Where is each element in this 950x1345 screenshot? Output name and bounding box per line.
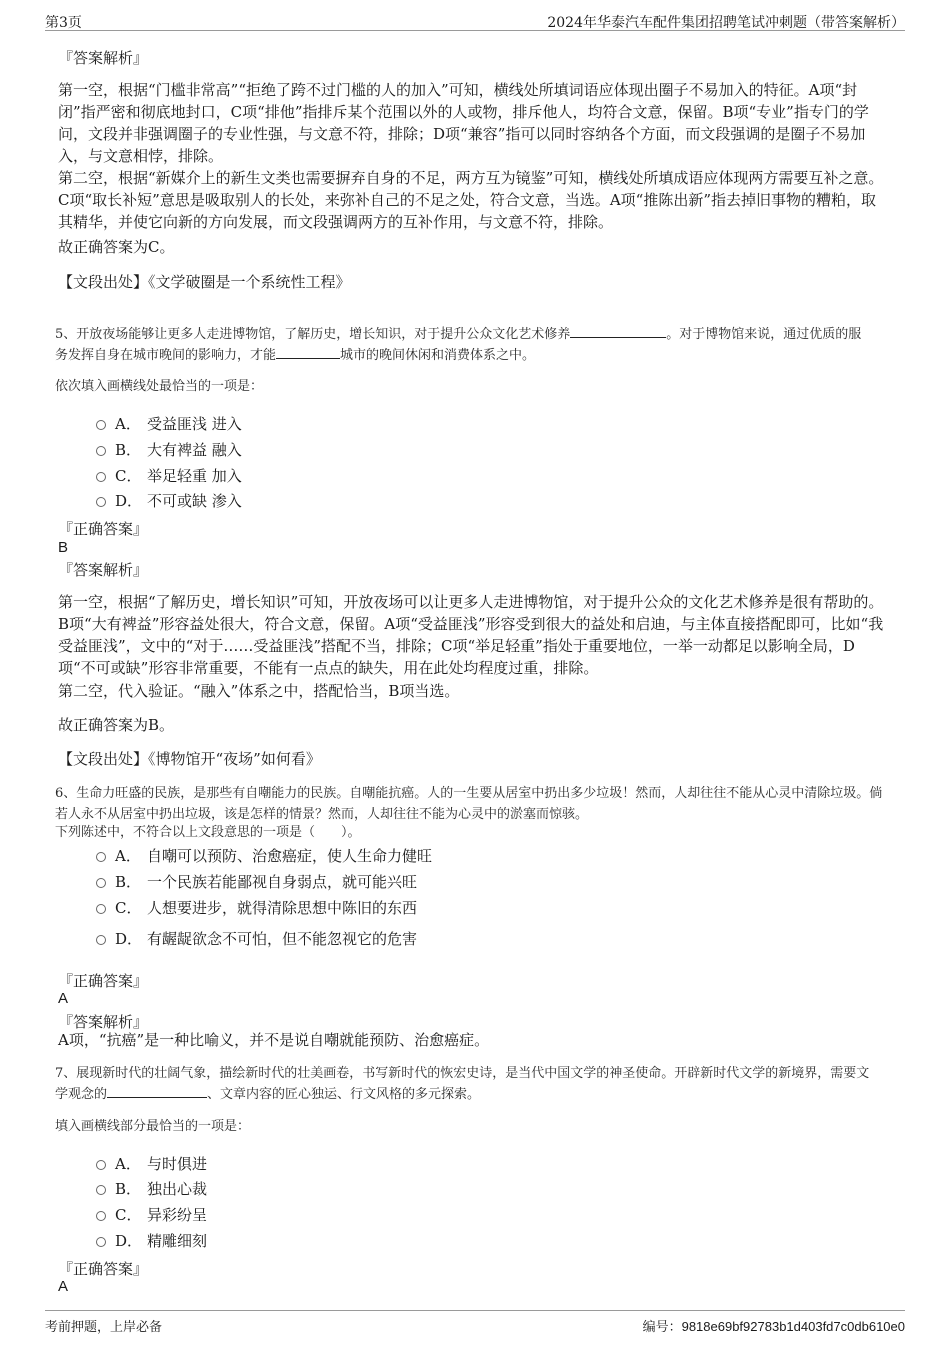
q6-answer: A — [58, 990, 69, 1007]
radio-icon[interactable] — [96, 472, 106, 482]
radio-icon[interactable] — [96, 935, 106, 945]
q7-blank — [107, 1085, 207, 1098]
q5-answer-label: 『正确答案』 — [58, 520, 149, 538]
q7-option-a[interactable]: A． 与时俱进 — [96, 1153, 207, 1175]
radio-icon[interactable] — [96, 1211, 106, 1221]
radio-icon[interactable] — [96, 878, 106, 888]
q5-analysis-para1: 第一空，根据“了解历史，增长知识”可知，开放夜场可以让更多人走进博物馆，对于提升公众的文化艺术修养是很有帮助的。B项“大有裨益”形容益处很大，符合文意，保留。A项“受益匪浅”形容受到很大的益处和启迪，与主体直接搭配即可，比如“我受益匪浅”，文中的“对于……受益匪浅”搭配不当，排除；C项“举足轻重”指处于重要地位，一举一动都足以影响全局，D项“不可或缺”形容非常重要，不能有一点点的缺失，用在此处均程度过重，排除。 — [58, 593, 884, 677]
q5-prompt: 依次填入画横线处最恰当的一项是： — [55, 379, 264, 394]
radio-icon[interactable] — [96, 1237, 106, 1247]
q7-answer-label: 『正确答案』 — [58, 1260, 149, 1278]
q5-analysis-para2: 第二空，代入验证。“融入”体系之中，搭配恰当，B项当选。 — [58, 682, 460, 700]
q5-blank-1 — [570, 325, 666, 338]
document-title: 2024年华泰汽车配件集团招聘笔试冲刺题（带答案解析） — [547, 15, 905, 31]
radio-icon[interactable] — [96, 497, 106, 507]
q7-answer: A — [58, 1278, 69, 1295]
q7-option-c[interactable]: C． 异彩纷呈 — [96, 1204, 207, 1226]
q7-question-text: 7、展现新时代的壮阔气象，描绘新时代的壮美画卷，书写新时代的恢宏史诗，是当代中国文学的神圣使命。开辟新时代文学的新境界，需要文 学观念的 、文章内容的匠心独运、行文风格的多元探索。 — [55, 1066, 870, 1102]
radio-icon[interactable] — [96, 446, 106, 456]
q5-option-c[interactable]: C． 举足轻重 加入 — [96, 465, 242, 487]
q7-prompt: 填入画横线部分最恰当的一项是： — [55, 1119, 251, 1134]
q5-option-a[interactable]: A． 受益匪浅 进入 — [96, 413, 242, 435]
q6-analysis: A项，“抗癌”是一种比喻义，并不是说自嘲就能预防、治愈癌症。 — [58, 1031, 490, 1049]
document-code: 编号：9818e69bf92783b1d403fd7c0db610e0 — [642, 1319, 905, 1335]
q5-question-text: 5、开放夜场能够让更多人走进博物馆，了解历史，增长知识，对于提升公众文化艺术修养 。对于博物馆来说，通过优质的服 务发挥自身在城市晚间的影响力，才能 城市的晚间休闲和消费体系之中。 — [55, 327, 862, 363]
q4-analysis-label: 『答案解析』 — [58, 49, 149, 67]
q4-conclusion: 故正确答案为C。 — [58, 238, 175, 256]
footer-slogan: 考前押题，上岸必备 — [45, 1320, 163, 1335]
q4-analysis-para1: 第一空，根据“门槛非常高”“拒绝了跨不过门槛的人的加入”可知，横线处所填词语应体现出圈子不易加入的特征。A项“封闭”指严密和彻底地封口，C项“排他”指排斥某个范围以外的人或物，排斥他人，均符合文意，保留。B项“专业”指专门的学问，文段并非强调圈子的专业性强，与文意不符，排除；D项“兼容”指可以同时容纳各个方面，而文段强调的是圈子不易加入，与文意相悖，排除。 — [58, 81, 869, 165]
page-header — [45, 0, 905, 31]
radio-icon[interactable] — [96, 904, 106, 914]
q7-option-d[interactable]: D． 精雕细刻 — [96, 1230, 207, 1252]
q7-option-b[interactable]: B． 独出心裁 — [96, 1178, 207, 1200]
q5-option-d[interactable]: D． 不可或缺 渗入 — [96, 490, 242, 512]
page-footer — [45, 1310, 905, 1341]
q6-option-a[interactable]: A． 自嘲可以预防、治愈癌症，使人生命力健旺 — [96, 845, 432, 867]
q6-question-text: 6、生命力旺盛的民族，是那些有自嘲能力的民族。自嘲能抗癌。人的一生要从居室中扔出多少垃圾！然而，人却往往不能从心灵中清除垃圾。倘若人永不从居室中扔出垃圾，该是怎样的情景？然而，人却往往不能为心灵中的淤塞而惊骇。 — [55, 786, 883, 822]
q5-source: 【文段出处】《博物馆开“夜场”如何看》 — [58, 750, 321, 768]
q6-answer-label: 『正确答案』 — [58, 972, 149, 990]
q6-option-c[interactable]: C． 人想要进步，就得清除思想中陈旧的东西 — [96, 897, 417, 919]
q6-analysis-label: 『答案解析』 — [58, 1013, 149, 1031]
q6-prompt: 下列陈述中，不符合以上文段意思的一项是（ ）。 — [55, 825, 361, 840]
page-number: 第3页 — [45, 15, 82, 31]
q5-conclusion: 故正确答案为B。 — [58, 716, 175, 734]
q5-option-b[interactable]: B． 大有裨益 融入 — [96, 439, 242, 461]
radio-icon[interactable] — [96, 1185, 106, 1195]
radio-icon[interactable] — [96, 852, 106, 862]
q6-option-b[interactable]: B． 一个民族若能鄙视自身弱点，就可能兴旺 — [96, 871, 417, 893]
radio-icon[interactable] — [96, 1160, 106, 1170]
q5-analysis-label: 『答案解析』 — [58, 561, 149, 579]
q4-analysis-para2: 第二空，根据“新媒介上的新生文类也需要摒弃自身的不足，两方互为镜鉴”可知，横线处所填成语应体现两方需要互补之意。C项“取长补短”意思是吸取别人的长处，来弥补自己的不足之处，符合文意，当选。A项“推陈出新”指去掉旧事物的糟粕，取其精华，并使它向新的方向发展，而文段强调两方的互补作用，与文意不符，排除。 — [58, 169, 884, 231]
q6-option-d[interactable]: D． 有龌龊欲念不可怕，但不能忽视它的危害 — [96, 928, 417, 950]
q5-blank-2 — [276, 346, 340, 359]
q4-source: 【文段出处】《文学破圈是一个系统性工程》 — [58, 273, 351, 291]
radio-icon[interactable] — [96, 420, 106, 430]
q5-answer: B — [58, 539, 69, 556]
